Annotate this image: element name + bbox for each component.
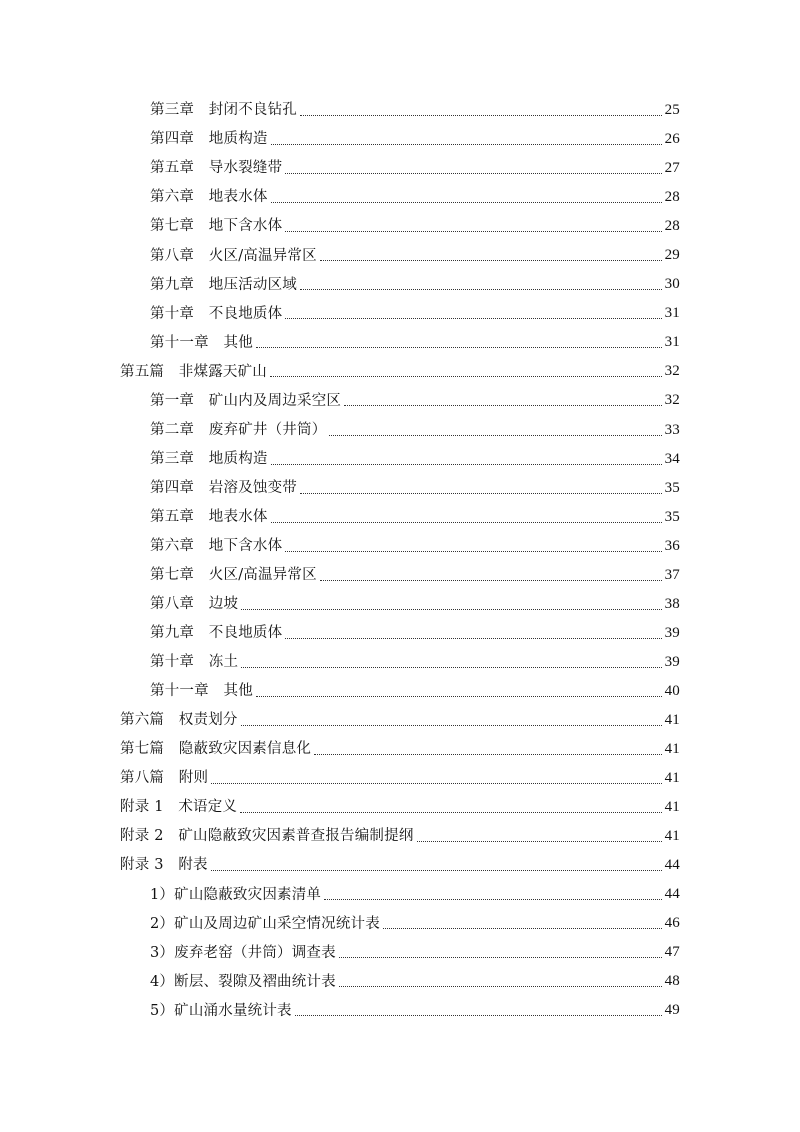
toc-entry-title: 第六篇 权责划分 bbox=[120, 712, 238, 729]
toc-entry-title: 第九章 地压活动区域 bbox=[150, 276, 297, 293]
dot-leader bbox=[314, 754, 661, 755]
toc-entry-title: 第十一章 其他 bbox=[150, 334, 253, 351]
dot-leader bbox=[285, 638, 661, 639]
toc-entry-title: 第五章 地表水体 bbox=[150, 508, 268, 525]
toc-entry[interactable] bbox=[0, 735, 800, 764]
toc-entry-title: 第十章 不良地质体 bbox=[150, 305, 283, 322]
dot-leader bbox=[256, 347, 662, 348]
toc-entry[interactable] bbox=[0, 677, 800, 706]
toc-entry-title: 第三章 封闭不良钻孔 bbox=[150, 102, 297, 119]
toc-entry[interactable] bbox=[0, 270, 800, 299]
toc-entry-title: 第四章 岩溶及蚀变带 bbox=[150, 479, 297, 496]
toc-entry[interactable] bbox=[0, 590, 800, 619]
toc-entry-page: 29 bbox=[664, 247, 680, 264]
dot-leader bbox=[324, 899, 661, 900]
toc-entry[interactable] bbox=[0, 241, 800, 270]
toc-entry[interactable] bbox=[0, 328, 800, 357]
toc-entry-page: 40 bbox=[664, 682, 680, 699]
dot-leader bbox=[329, 435, 661, 436]
toc-entry-page: 41 bbox=[664, 799, 680, 816]
dot-leader bbox=[344, 405, 661, 406]
toc-entry[interactable] bbox=[0, 212, 800, 241]
dot-leader bbox=[300, 493, 662, 494]
dot-leader bbox=[211, 783, 661, 784]
toc-entry-page: 36 bbox=[664, 537, 680, 554]
toc-entry-page: 28 bbox=[664, 218, 680, 235]
toc-entry[interactable] bbox=[0, 822, 800, 851]
toc-entry-page: 30 bbox=[664, 276, 680, 293]
toc-entry-title: 第九章 不良地质体 bbox=[150, 625, 283, 642]
toc-entry-title: 4）断层、裂隙及褶曲统计表 bbox=[150, 973, 336, 990]
dot-leader bbox=[241, 609, 661, 610]
toc-entry-title: 第八章 火区/高温异常区 bbox=[150, 247, 317, 264]
dot-leader bbox=[271, 202, 662, 203]
toc-entry-title: 第七章 火区/高温异常区 bbox=[150, 567, 317, 584]
toc-entry[interactable] bbox=[0, 183, 800, 212]
toc-entry-title: 第四章 地质构造 bbox=[150, 131, 268, 148]
toc-entry[interactable] bbox=[0, 561, 800, 590]
table-of-contents bbox=[0, 96, 800, 1026]
toc-entry-page: 25 bbox=[664, 102, 680, 119]
toc-entry-page: 32 bbox=[664, 363, 680, 380]
dot-leader bbox=[240, 812, 661, 813]
toc-entry[interactable] bbox=[0, 909, 800, 938]
toc-entry-page: 47 bbox=[664, 944, 680, 961]
toc-entry-page: 39 bbox=[664, 653, 680, 670]
toc-entry-page: 49 bbox=[664, 1002, 680, 1019]
toc-entry[interactable] bbox=[0, 938, 800, 967]
dot-leader bbox=[295, 1015, 662, 1016]
dot-leader bbox=[271, 522, 662, 523]
toc-entry-title: 第六章 地下含水体 bbox=[150, 537, 283, 554]
dot-leader bbox=[211, 870, 662, 871]
toc-entry[interactable] bbox=[0, 880, 800, 909]
toc-entry-page: 27 bbox=[664, 160, 680, 177]
toc-entry[interactable] bbox=[0, 125, 800, 154]
toc-entry-title: 1）矿山隐蔽致灾因素清单 bbox=[150, 886, 322, 903]
toc-entry-page: 28 bbox=[664, 189, 680, 206]
toc-entry-page: 31 bbox=[664, 305, 680, 322]
toc-entry-page: 48 bbox=[664, 973, 680, 990]
toc-entry-title: 3）废弃老窑（井筒）调查表 bbox=[150, 944, 336, 961]
toc-entry-title: 第五篇 非煤露天矿山 bbox=[120, 363, 267, 380]
toc-entry[interactable] bbox=[0, 299, 800, 328]
dot-leader bbox=[300, 115, 662, 116]
dot-leader bbox=[417, 841, 662, 842]
toc-entry-page: 37 bbox=[664, 566, 680, 583]
toc-entry-title: 5）矿山涌水量统计表 bbox=[150, 1002, 292, 1019]
toc-entry[interactable] bbox=[0, 619, 800, 648]
toc-entry-page: 46 bbox=[664, 915, 680, 932]
toc-entry-title: 第七章 地下含水体 bbox=[150, 218, 283, 235]
toc-entry[interactable] bbox=[0, 996, 800, 1025]
dot-leader bbox=[383, 928, 662, 929]
dot-leader bbox=[320, 580, 662, 581]
toc-entry-title: 第一章 矿山内及周边采空区 bbox=[150, 392, 342, 409]
toc-entry[interactable] bbox=[0, 706, 800, 735]
toc-entry-page: 26 bbox=[664, 131, 680, 148]
toc-entry-page: 33 bbox=[664, 421, 680, 438]
dot-leader bbox=[256, 696, 662, 697]
dot-leader bbox=[285, 231, 661, 232]
toc-entry[interactable] bbox=[0, 648, 800, 677]
toc-entry[interactable] bbox=[0, 532, 800, 561]
toc-entry-page: 32 bbox=[664, 392, 680, 409]
toc-entry[interactable] bbox=[0, 474, 800, 503]
toc-entry-page: 44 bbox=[664, 857, 680, 874]
toc-entry-title: 附录 3 附表 bbox=[120, 857, 208, 874]
dot-leader bbox=[339, 957, 662, 958]
dot-leader bbox=[241, 667, 661, 668]
toc-entry-title: 第八篇 附则 bbox=[120, 770, 209, 787]
toc-entry[interactable] bbox=[0, 851, 800, 880]
toc-entry-title: 附录 2 矿山隐蔽致灾因素普查报告编制提纲 bbox=[120, 828, 414, 845]
toc-entry-page: 35 bbox=[664, 479, 680, 496]
toc-entry-title: 第二章 废弃矿井（井筒） bbox=[150, 421, 327, 438]
dot-leader bbox=[339, 986, 662, 987]
toc-entry[interactable] bbox=[0, 967, 800, 996]
toc-entry[interactable] bbox=[0, 96, 800, 125]
toc-entry-title: 第七篇 隐蔽致灾因素信息化 bbox=[120, 741, 312, 758]
dot-leader bbox=[271, 464, 662, 465]
dot-leader bbox=[241, 725, 662, 726]
dot-leader bbox=[285, 318, 661, 319]
toc-entry[interactable] bbox=[0, 154, 800, 183]
toc-entry[interactable] bbox=[0, 764, 800, 793]
toc-entry[interactable] bbox=[0, 357, 800, 386]
toc-entry-page: 41 bbox=[664, 712, 680, 728]
dot-leader bbox=[271, 144, 662, 145]
toc-entry-title: 第三章 地质构造 bbox=[150, 450, 268, 467]
toc-entry-title: 第六章 地表水体 bbox=[150, 189, 268, 206]
toc-entry-page: 41 bbox=[664, 770, 680, 787]
toc-entry-page: 41 bbox=[664, 741, 680, 758]
toc-entry-page: 39 bbox=[664, 624, 680, 641]
toc-entry[interactable] bbox=[0, 416, 800, 445]
dot-leader bbox=[270, 376, 662, 377]
toc-entry-page: 41 bbox=[664, 828, 680, 845]
toc-entry-title: 附录 1 术语定义 bbox=[120, 799, 238, 816]
dot-leader bbox=[285, 551, 661, 552]
dot-leader bbox=[285, 173, 661, 174]
toc-entry[interactable] bbox=[0, 793, 800, 822]
toc-entry-title: 2）矿山及周边矿山采空情况统计表 bbox=[150, 915, 380, 932]
toc-entry-page: 34 bbox=[664, 450, 680, 467]
toc-entry[interactable] bbox=[0, 503, 800, 532]
toc-entry[interactable] bbox=[0, 445, 800, 474]
dot-leader bbox=[300, 289, 662, 290]
toc-entry-title: 第五章 导水裂缝带 bbox=[150, 160, 283, 177]
toc-entry-title: 第十一章 其他 bbox=[150, 683, 253, 700]
toc-entry-page: 35 bbox=[664, 508, 680, 525]
toc-entry-title: 第十章 冻土 bbox=[150, 654, 239, 671]
toc-entry-page: 38 bbox=[664, 595, 680, 612]
dot-leader bbox=[320, 260, 662, 261]
toc-entry[interactable] bbox=[0, 386, 800, 415]
toc-entry-title: 第八章 边坡 bbox=[150, 596, 239, 613]
toc-entry-page: 44 bbox=[664, 886, 680, 903]
toc-entry-page: 31 bbox=[664, 334, 680, 351]
